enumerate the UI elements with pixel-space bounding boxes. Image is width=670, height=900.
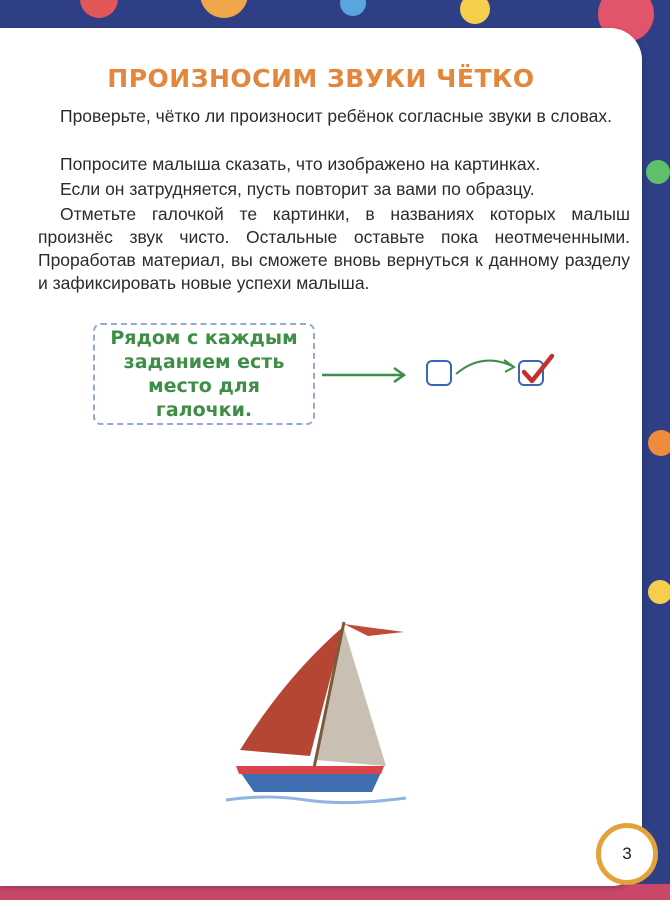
- decor-button-green: [646, 160, 670, 184]
- page-number: 3: [596, 823, 658, 885]
- checkbox-hint-text: Рядом с каждым заданием есть место для галочки.: [110, 327, 298, 421]
- decor-star-yellow: [460, 0, 490, 24]
- paragraph-4: Отметьте галочкой те картинки, в названиях которых малыш произнёс звук чисто. Остальные оставьте пока неотмеченными. Проработав материал, вы сможете вновь вернуться к данному разделу и зафиксировать новые успехи малыша.: [38, 204, 630, 293]
- decor-button-orange-2: [648, 430, 670, 456]
- paragraph-2: Попросите малыша сказать, что изображено на картинках.: [60, 154, 541, 174]
- decor-button-blue: [340, 0, 366, 16]
- right-arrow-icon: [320, 360, 410, 390]
- decor-star-yellow-2: [648, 580, 670, 604]
- checkmark-icon: [516, 350, 556, 390]
- page-title: ПРОИЗНОСИМ ЗВУКИ ЧЁТКО: [107, 64, 535, 93]
- decor-bottom-strip: [0, 884, 670, 900]
- checkbox-hint-box: [93, 323, 315, 425]
- sailboat-illustration: [226, 616, 410, 806]
- decor-button-red: [80, 0, 118, 18]
- decor-button-orange: [200, 0, 248, 18]
- empty-checkbox-icon: [426, 360, 452, 386]
- paragraph-3: Если он затрудняется, пусть повторит за вами по образцу.: [60, 179, 535, 199]
- curved-arrow-icon: [452, 352, 522, 382]
- paragraph-1: Проверьте, чётко ли произносит ребёнок согласные звуки в словах.: [60, 106, 612, 126]
